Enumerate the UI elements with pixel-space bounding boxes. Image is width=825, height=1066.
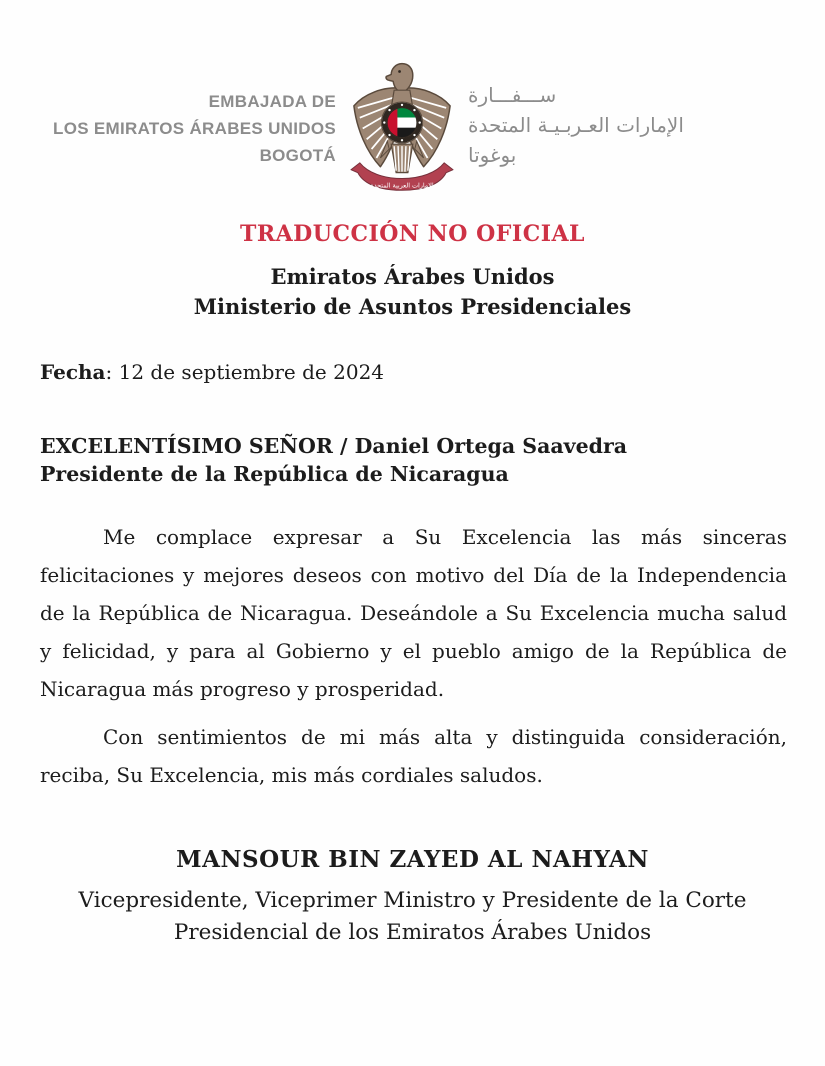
recipient-name: EXCELENTÍSIMO SEÑOR / Daniel Ortega Saavedra [40,434,628,458]
body-paragraph-1: Me complace expresar a Su Excelencia las más sinceras felicitaciones y mejores deseos con motivo del Día de la Independencia de la República de Nicaragua. Deseándole a Su Excelencia mucha salud y felicidad, y para al Gobierno y el pueblo amigo de la República de Nicaragua más progreso y prosperidad. [40,525,787,701]
embassy-name-spanish [40,60,336,169]
unofficial-translation-notice: TRADUCCIÓN NO OFICIAL [239,221,586,247]
signatory-title [0,885,825,949]
ministry-name: Ministerio de Asuntos Presidenciales [193,294,632,319]
recipient-title: Presidente de la República de Nicaragua [40,462,509,486]
embassy-ar-line2: الإمارات العـربـيـة المتحدة [468,113,684,137]
recipient-block [40,432,785,488]
ministry-letterhead [0,262,825,322]
date-colon: : [105,360,113,384]
body-paragraph-2: Con sentimientos de mi más alta y distinguida consideración, reciba, Su Excelencia, mis más cordiales saludos. [40,725,787,787]
signatory-title-line1: Vicepresidente, Viceprimer Ministro y Presidente de la Corte [78,888,747,913]
uae-falcon-emblem-graphic [348,60,456,193]
date-line [40,360,785,384]
embassy-es-line2: LOS EMIRATOS ÁRABES UNIDOS [53,119,336,138]
embassy-name-arabic [468,60,791,170]
embassy-ar-line3: بوغوتا [468,143,517,167]
uae-emblem [336,60,468,193]
date-value: 12 de septiembre de 2024 [118,360,385,384]
ministry-country: Emiratos Árabes Unidos [270,264,555,289]
embassy-es-line3: BOGOTÁ [259,146,336,165]
embassy-ar-line1: ســـفـــارة [468,83,557,107]
date-label: Fecha [40,360,106,384]
signatory-title-line2: Presidencial de los Emiratos Árabes Unidos [173,920,652,945]
embassy-es-line1: EMBAJADA DE [208,92,336,111]
signatory-name: MANSOUR BIN ZAYED AL NAHYAN [176,846,649,873]
emblem-banner-text: الإمارات العربية المتحدة [370,181,434,190]
letterhead-header [0,0,825,193]
